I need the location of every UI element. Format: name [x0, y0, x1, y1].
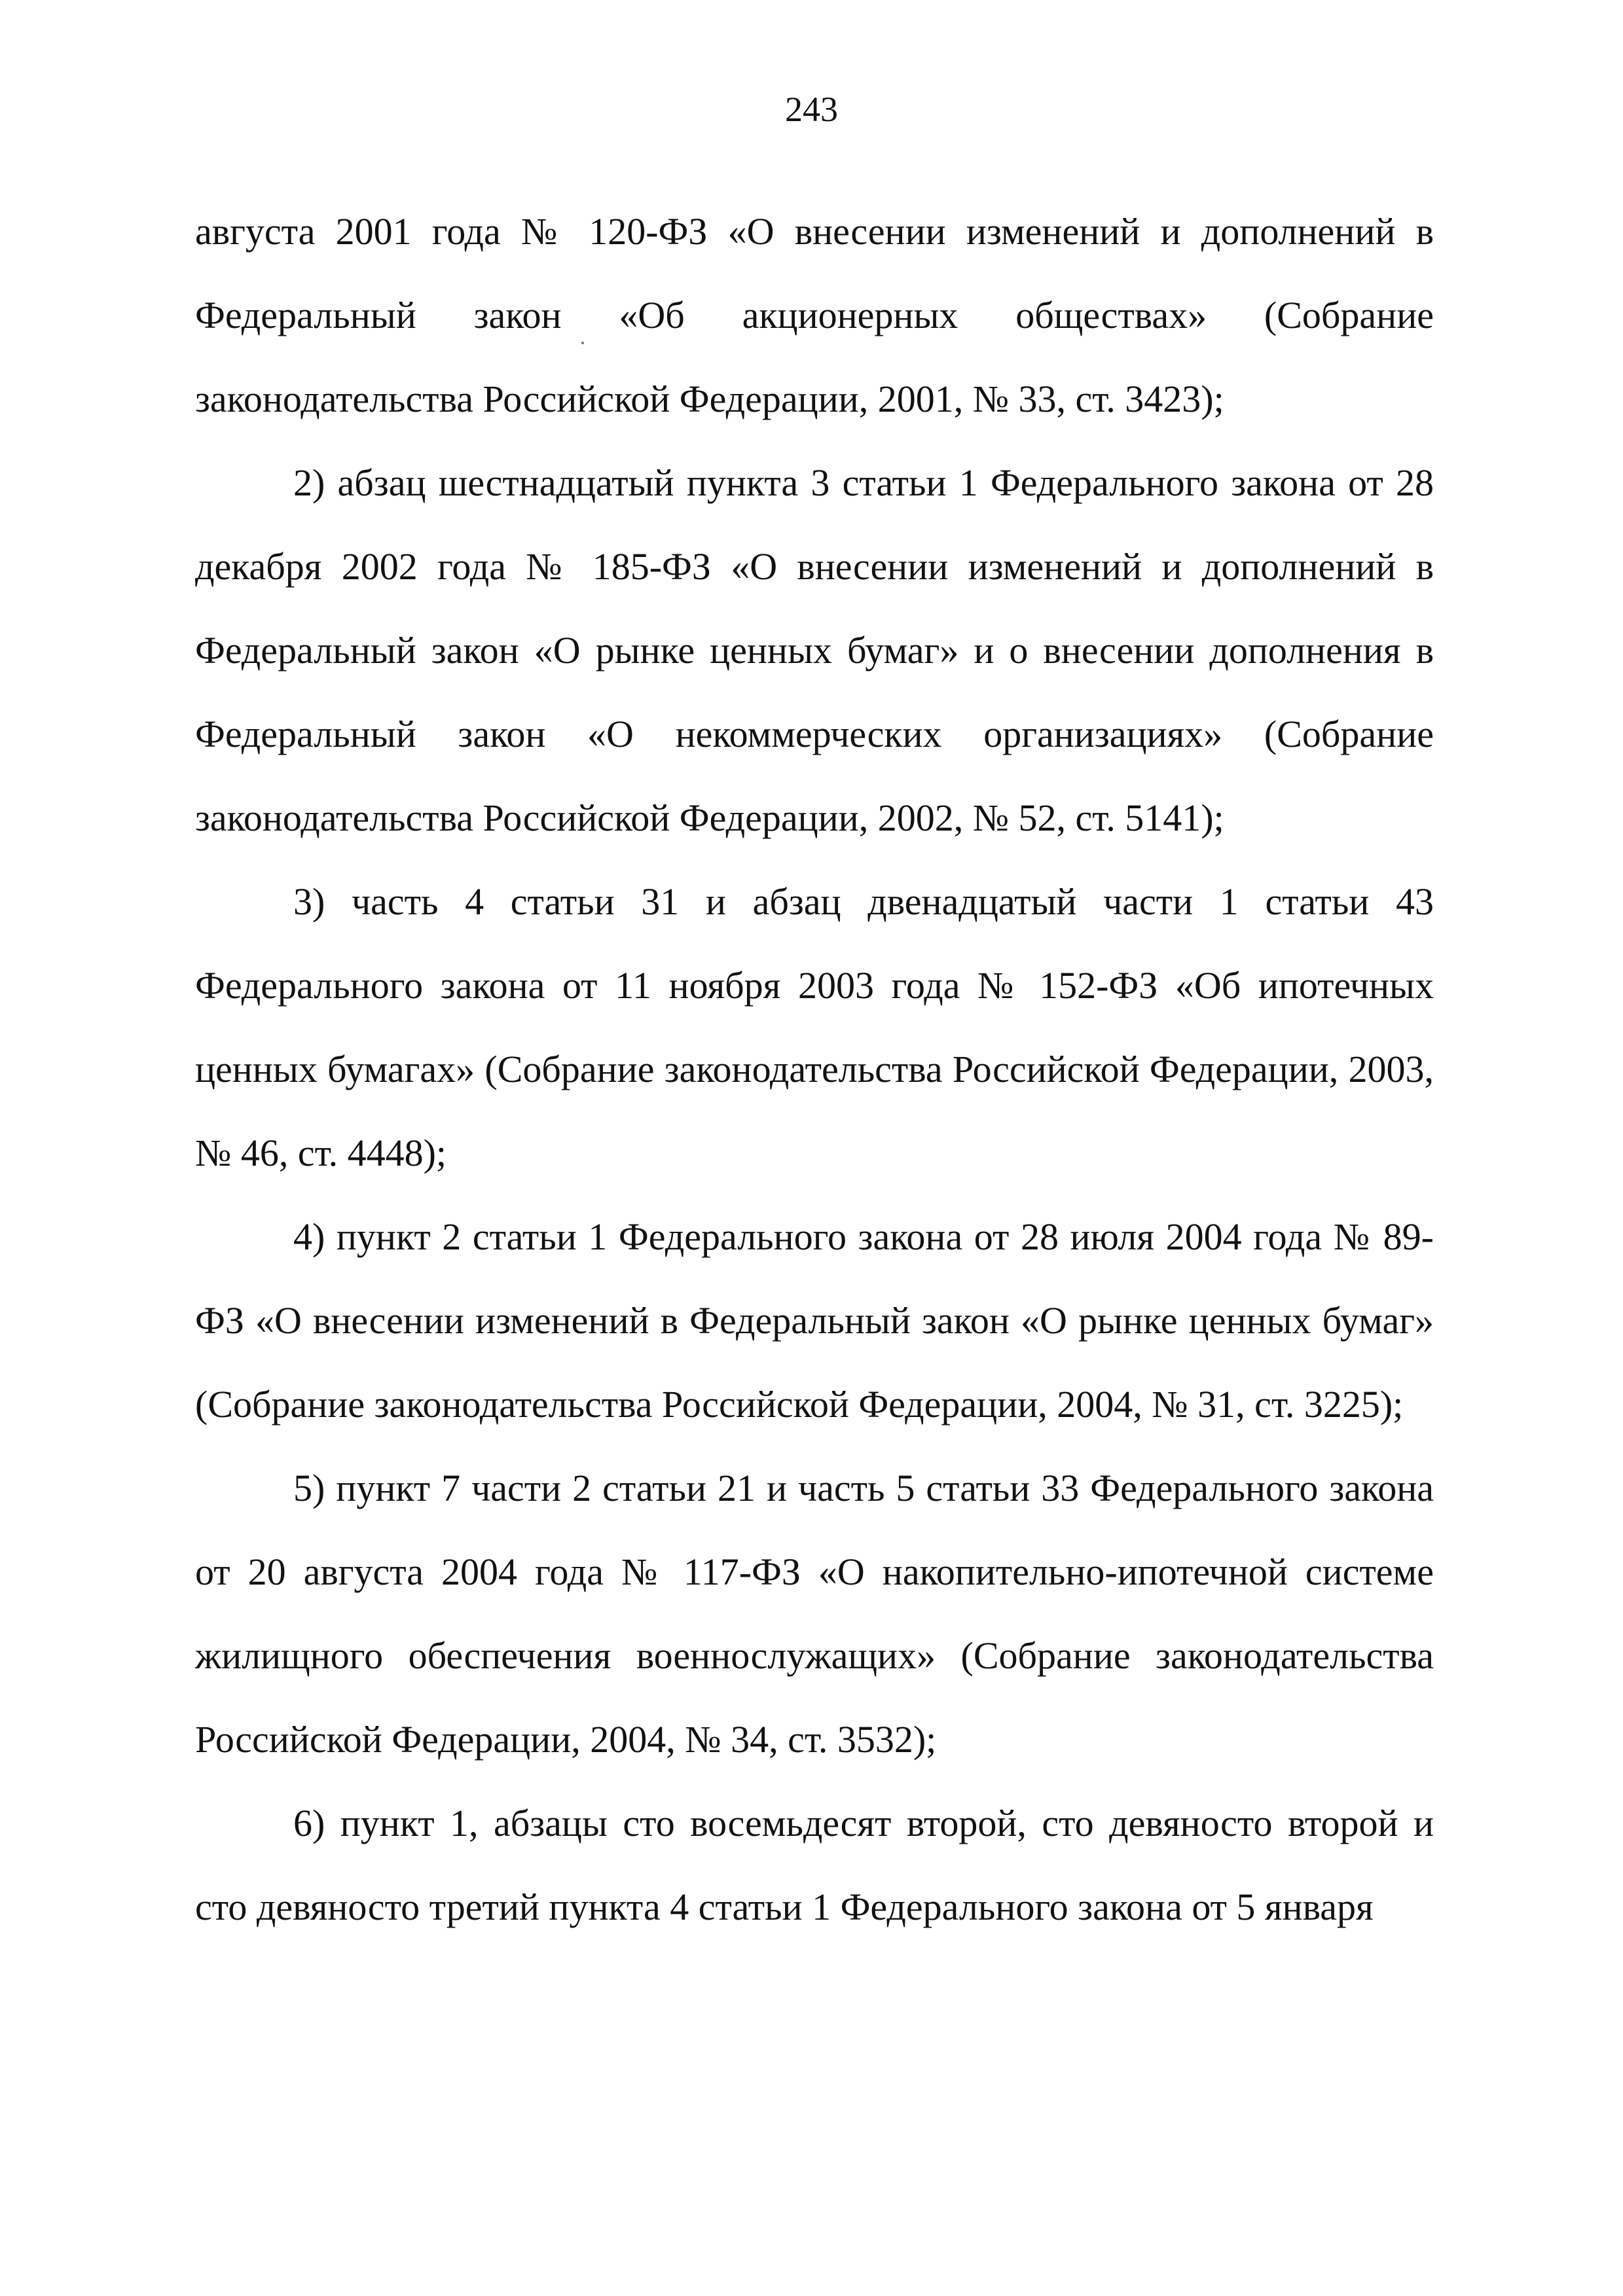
paragraph-item-4: 4) пункт 2 статьи 1 Федерального закона от 28 июля 2004 года № 89-ФЗ «О внесении изменений в Федеральный закон «О рынке ценных бумаг» (Собрание законодательства Российской Федерации, 2004, № 31, ст. 3225);	[195, 1215, 1434, 1426]
document-body	[195, 190, 1434, 1949]
paragraph-item-3: 3) часть 4 статьи 31 и абзац двенадцатый части 1 статьи 43 Федерального закона от 11 ноября 2003 года № 152-ФЗ «Об ипотечных ценных бумагах» (Собрание законодательства Российской Федерации, 2003, № 46, ст. 4448);	[195, 880, 1434, 1174]
page-number: 243	[785, 90, 838, 129]
paragraph-item-2: 2) абзац шестнадцатый пункта 3 статьи 1 Федерального закона от 28 декабря 2002 года № 185-ФЗ «О внесении изменений и дополнений в Федеральный закон «О рынке ценных бумаг» и о внесении дополнения в Федеральный закон «О некоммерческих организациях» (Собрание законодательства Российской Федерации, 2002, № 52, ст. 5141);	[195, 461, 1434, 839]
paragraph-item-6: 6) пункт 1, абзацы сто восемьдесят второй, сто девяносто второй и сто девяносто третий пункта 4 статьи 1 Федерального закона от 5 января	[195, 1802, 1434, 1928]
paragraph-item-5: 5) пункт 7 части 2 статьи 21 и часть 5 статьи 33 Федерального закона от 20 августа 2004 года № 117-ФЗ «О накопительно-ипотечной системе жилищного обеспечения военнослужащих» (Собрание законодательства Российской Федерации, 2004, № 34, ст. 3532);	[195, 1467, 1434, 1761]
paragraph-continuation: августа 2001 года № 120-ФЗ «О внесении изменений и дополнений в Федеральный закон «Об акционерных обществах» (Собрание законодательства Российской Федерации, 2001, № 33, ст. 3423);	[195, 210, 1434, 420]
